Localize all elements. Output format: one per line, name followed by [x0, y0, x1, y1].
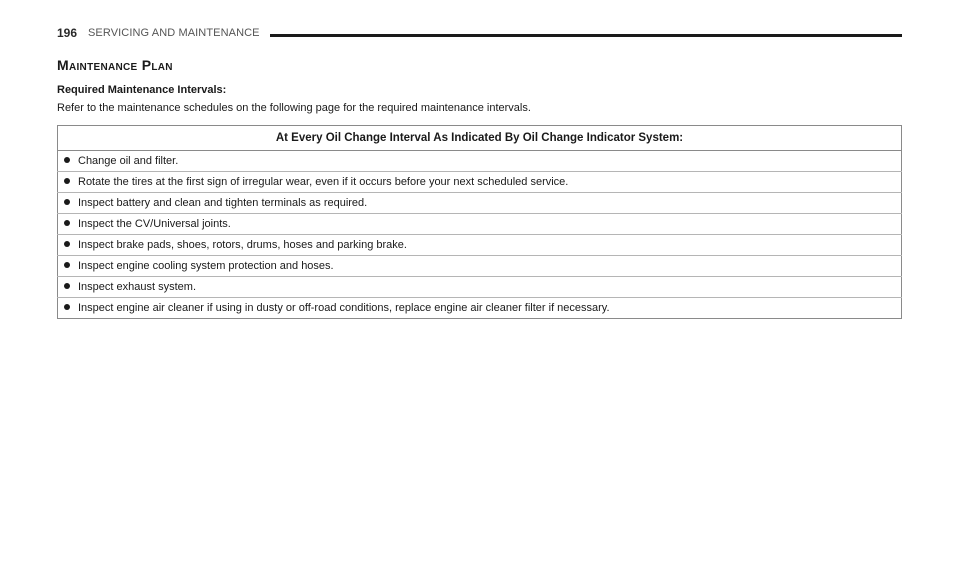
bullet-icon: [64, 262, 70, 268]
table-cell: [58, 298, 902, 319]
intro-paragraph: Refer to the maintenance schedules on the following page for the required maintenance intervals.: [57, 102, 531, 114]
row-text: Inspect the CV/Universal joints.: [78, 218, 231, 230]
maintenance-table: [57, 125, 902, 319]
table-row: [58, 214, 902, 235]
row-text: Inspect battery and clean and tighten terminals as required.: [78, 197, 368, 209]
table-header: At Every Oil Change Interval As Indicated By Oil Change Indicator System:: [58, 126, 902, 151]
page-title: Maintenance Plan: [57, 57, 173, 73]
table-row: [58, 172, 902, 193]
section-name: SERVICING AND MAINTENANCE: [88, 27, 260, 39]
bullet-icon: [64, 304, 70, 310]
row-text: Inspect engine air cleaner if using in dusty or off-road conditions, replace engine air cleaner filter if necessary.: [78, 302, 610, 314]
bullet-icon: [64, 241, 70, 247]
table-header-row: [58, 126, 902, 151]
table-cell: [58, 214, 902, 235]
table-row: [58, 235, 902, 256]
row-text: Inspect brake pads, shoes, rotors, drums, hoses and parking brake.: [78, 239, 407, 251]
table-row: [58, 193, 902, 214]
table-cell: [58, 172, 902, 193]
table-cell: [58, 256, 902, 277]
page-header: [57, 26, 902, 42]
table-cell: [58, 277, 902, 298]
row-text: Change oil and filter.: [78, 155, 179, 167]
table-cell: [58, 151, 902, 172]
page-number: 196: [57, 26, 78, 40]
row-text: Rotate the tires at the first sign of irregular wear, even if it occurs before your next scheduled service.: [78, 176, 569, 188]
table-row: [58, 277, 902, 298]
table-cell: [58, 235, 902, 256]
bullet-icon: [64, 157, 70, 163]
table-cell: [58, 193, 902, 214]
subsection-heading: Required Maintenance Intervals:: [57, 84, 227, 96]
bullet-icon: [64, 178, 70, 184]
bullet-icon: [64, 220, 70, 226]
bullet-icon: [64, 199, 70, 205]
row-text: Inspect engine cooling system protection and hoses.: [78, 260, 334, 272]
row-text: Inspect exhaust system.: [78, 281, 196, 293]
table-row: [58, 151, 902, 172]
table-row: [58, 256, 902, 277]
bullet-icon: [64, 283, 70, 289]
header-rule: [270, 34, 902, 37]
table-row: [58, 298, 902, 319]
